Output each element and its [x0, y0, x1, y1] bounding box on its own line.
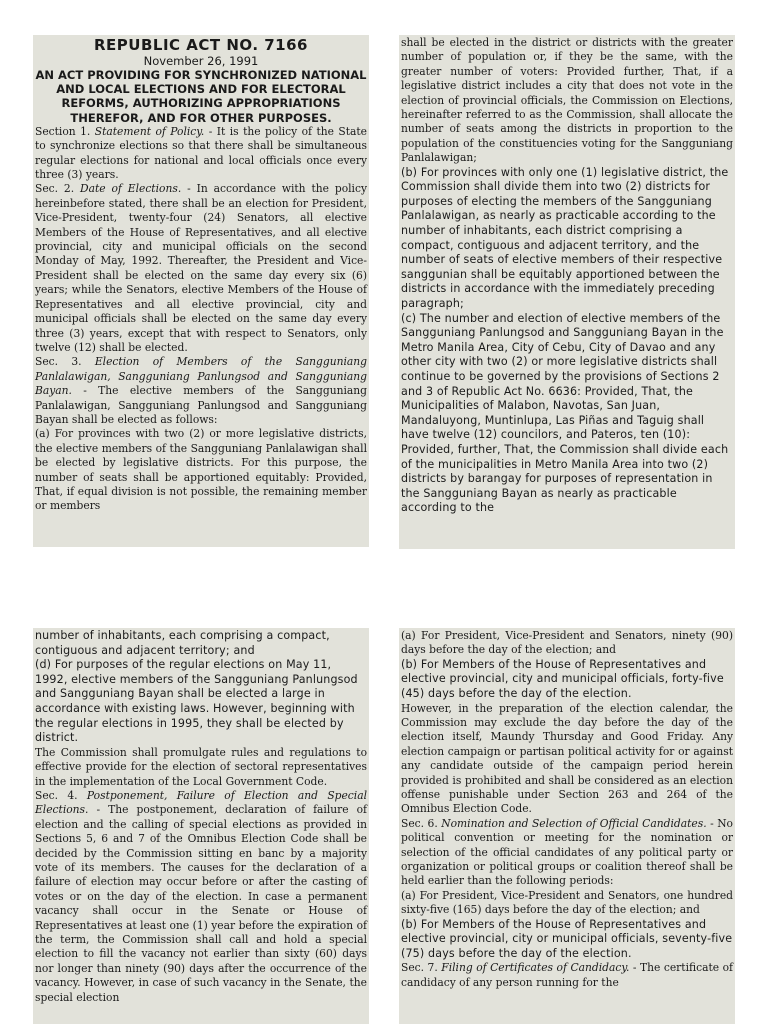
paragraph-3c-continued: number of inhabitants, each comprising a compact, contiguous and adjacent territory; and [35, 629, 330, 657]
section-3 [35, 355, 367, 427]
section-number: Sec. 7. [401, 961, 438, 975]
section-heading: Election of Members of the Sangguniang Panlalawigan, Sangguniang Panlungsod and Sangguniang Bayan. [35, 355, 367, 398]
paragraph-3a-continued: shall be elected in the district or districts with the greater number of population or, if they be the same, with the greater number of voters: Provided further, That, if a legislative district includes a city that does not vote in the election of provincial officials, the Commission on Elections, hereinafter referred to as the Commission, shall allocate the number of seats among the districts in proportion to the population of the constituencies voting for the Sangguniang Panlalawigan; [401, 36, 733, 165]
paragraph-3a: (a) For provinces with two (2) or more legislative districts, the elective members of the Sangguniang Panlalawigan shall be elected by legislative districts. For this purpose, the number of seats shall be apportioned equitably: Provided, That, if equal division is not possible, the remaining member or members [35, 427, 367, 513]
section-number: Section 1. [35, 124, 91, 138]
section-number: Sec. 6. [401, 816, 438, 830]
document-page-2 [399, 35, 735, 549]
paragraph-6b: (b) For Members of the House of Representatives and elective provincial, city or municipal officials, seventy-five (75) days before the day of the election. [401, 917, 733, 960]
section-heading: Nomination and Selection of Official Candidates. [441, 816, 707, 830]
section-7 [401, 961, 733, 990]
section-4 [35, 789, 367, 1005]
act-date: November 26, 1991 [143, 54, 259, 68]
section-body: - The certificate of candidacy of any person running for the [401, 961, 734, 989]
section-number: Sec. 3. [35, 355, 82, 369]
paragraph-5b: (b) For Members of the House of Representatives and elective provincial, city and municipal officials, forty-five (45) days before the day of the election. [401, 657, 724, 700]
paragraph-commission-rules: The Commission shall promulgate rules and regulations to effective provide for the election of sectoral representatives in the implementation of the Local Government Code. [35, 745, 367, 788]
section-body: - The postponement, declaration of failure of election and the calling of special elections as provided in Sections 5, 6 and 7 of the Omnibus Election Code shall be decided by the Commission sitting en banc by a majority vote of its members. The causes for the declaration of a failure of election may occur before or after the casting of votes or on the day of the election. In case a permanent vacancy shall occur in the Senate or House of Representatives at least one (1) year before the expiration of the term, the Commission shall call and hold a special election to fill the vacancy not earlier than sixty (60) days nor longer than ninety (90) days after the occurrence of the vacancy. However, in case of such vacancy in the Senate, the special election [35, 803, 367, 1004]
section-number: Sec. 4. [35, 788, 78, 802]
paragraph-5a: (a) For President, Vice-President and Senators, ninety (90) days before the day of the election; and [401, 629, 733, 657]
section-heading: Date of Elections. [80, 182, 182, 196]
section-body: - In accordance with the policy hereinbefore stated, there shall be an election for President, Vice-President, twenty-four (24) Senators, all elective Members of the House of Representatives, and all elective provincial, city and municipal officials on the second Monday of May, 1992. Thereafter, the President and Vice-President shall be elected on the same day every six (6) years; while the Senators, elective Members of the House of Representatives and all elective provincial, city and municipal officials shall be elected on the same day every three (3) years, except that with respect to Senators, only twelve (12) shall be elected. [35, 182, 367, 354]
act-subtitle: AN ACT PROVIDING FOR SYNCHRONIZED NATIONAL AND LOCAL ELECTIONS AND FOR ELECTORAL REFORMS, AUTHORIZING APPROPRIATIONS THEREFOR, AND FOR OTHER PURPOSES. [35, 68, 367, 125]
section-body: - It is the policy of the State to synchronize elections so that there shall be simultaneous regular elections for national and local officials once every three (3) years. [35, 124, 367, 182]
paragraph-6a: (a) For President, Vice-President and Senators, one hundred sixty-five (165) days before the day of the election; and [401, 888, 733, 917]
paragraph-3d: (d) For purposes of the regular elections on May 11, 1992, elective members of the Sangguniang Panlungsod and Sangguniang Bayan shall be elected a large in accordance with existing laws. However, beginning with the regular elections in 1995, they shall be elected by district. [35, 658, 358, 745]
section-6 [401, 817, 733, 889]
document-page-1 [33, 35, 369, 547]
section-body: - The elective members of the Sangguniang Panlalawigan, Sangguniang Panlungsod and Sangguniang Bayan shall be elected as follows: [35, 384, 367, 426]
document-page-3 [33, 628, 369, 1024]
act-header [35, 36, 367, 125]
section-heading: Postponement, Failure of Election and Special Elections. [35, 788, 368, 817]
section-heading: Statement of Policy. [94, 124, 205, 138]
act-title: REPUBLIC ACT NO. 7166 [94, 36, 308, 54]
document-page-4 [399, 628, 735, 1024]
section-2 [35, 182, 367, 355]
section-1 [35, 125, 367, 183]
paragraph-election-calendar: However, in the preparation of the election calendar, the Commission may exclude the day before the day of the election itself, Maundy Thursday and Good Friday. Any election campaign or partisan political activity for or against any candidate outside of the campaign period herein provided is prohibited and shall be considered as an election offense punishable under Section 263 and 264 of the Omnibus Election Code. [401, 701, 733, 816]
paragraph-3c: (c) The number and election of elective members of the Sangguniang Panlungsod and Sangguniang Bayan in the Metro Manila Area, City of Cebu, City of Davao and any other city with two (2) or more legislative districts shall continue to be governed by the provisions of Sections 2 and 3 of Republic Act No. 6636: Provided, That, the Municipalities of Malabon, Navotas, San Juan, Mandaluyong, Muntinlupa, Las Piñas and Taguig shall have twelve (12) councilors, and Pateros, ten (10): Provided, further, That, the Commission shall divide each of the municipalities in Metro Manila Area into two (2) districts by barangay for purposes of representation in the Sangguniang Bayan as nearly as practicable according to the [401, 311, 729, 515]
section-number: Sec. 2. [35, 182, 75, 196]
section-heading: Filing of Certificates of Candidacy. [441, 961, 630, 975]
section-body: - No political convention or meeting for the nomination or selection of the official candidates of any political party or organization or political groups or coalition thereof shall be held earlier than the following periods: [401, 816, 733, 888]
paragraph-3b: (b) For provinces with only one (1) legislative district, the Commission shall divide them into two (2) districts for purposes of electing the members of the Sangguniang Panlalawigan, as nearly as practicable according to the number of inhabitants, each district comprising a compact, contiguous and adjacent territory, and the number of seats of elective members of their respective sanggunian shall be equitably apportioned between the districts in accordance with the immediately preceding paragraph; [401, 165, 729, 310]
